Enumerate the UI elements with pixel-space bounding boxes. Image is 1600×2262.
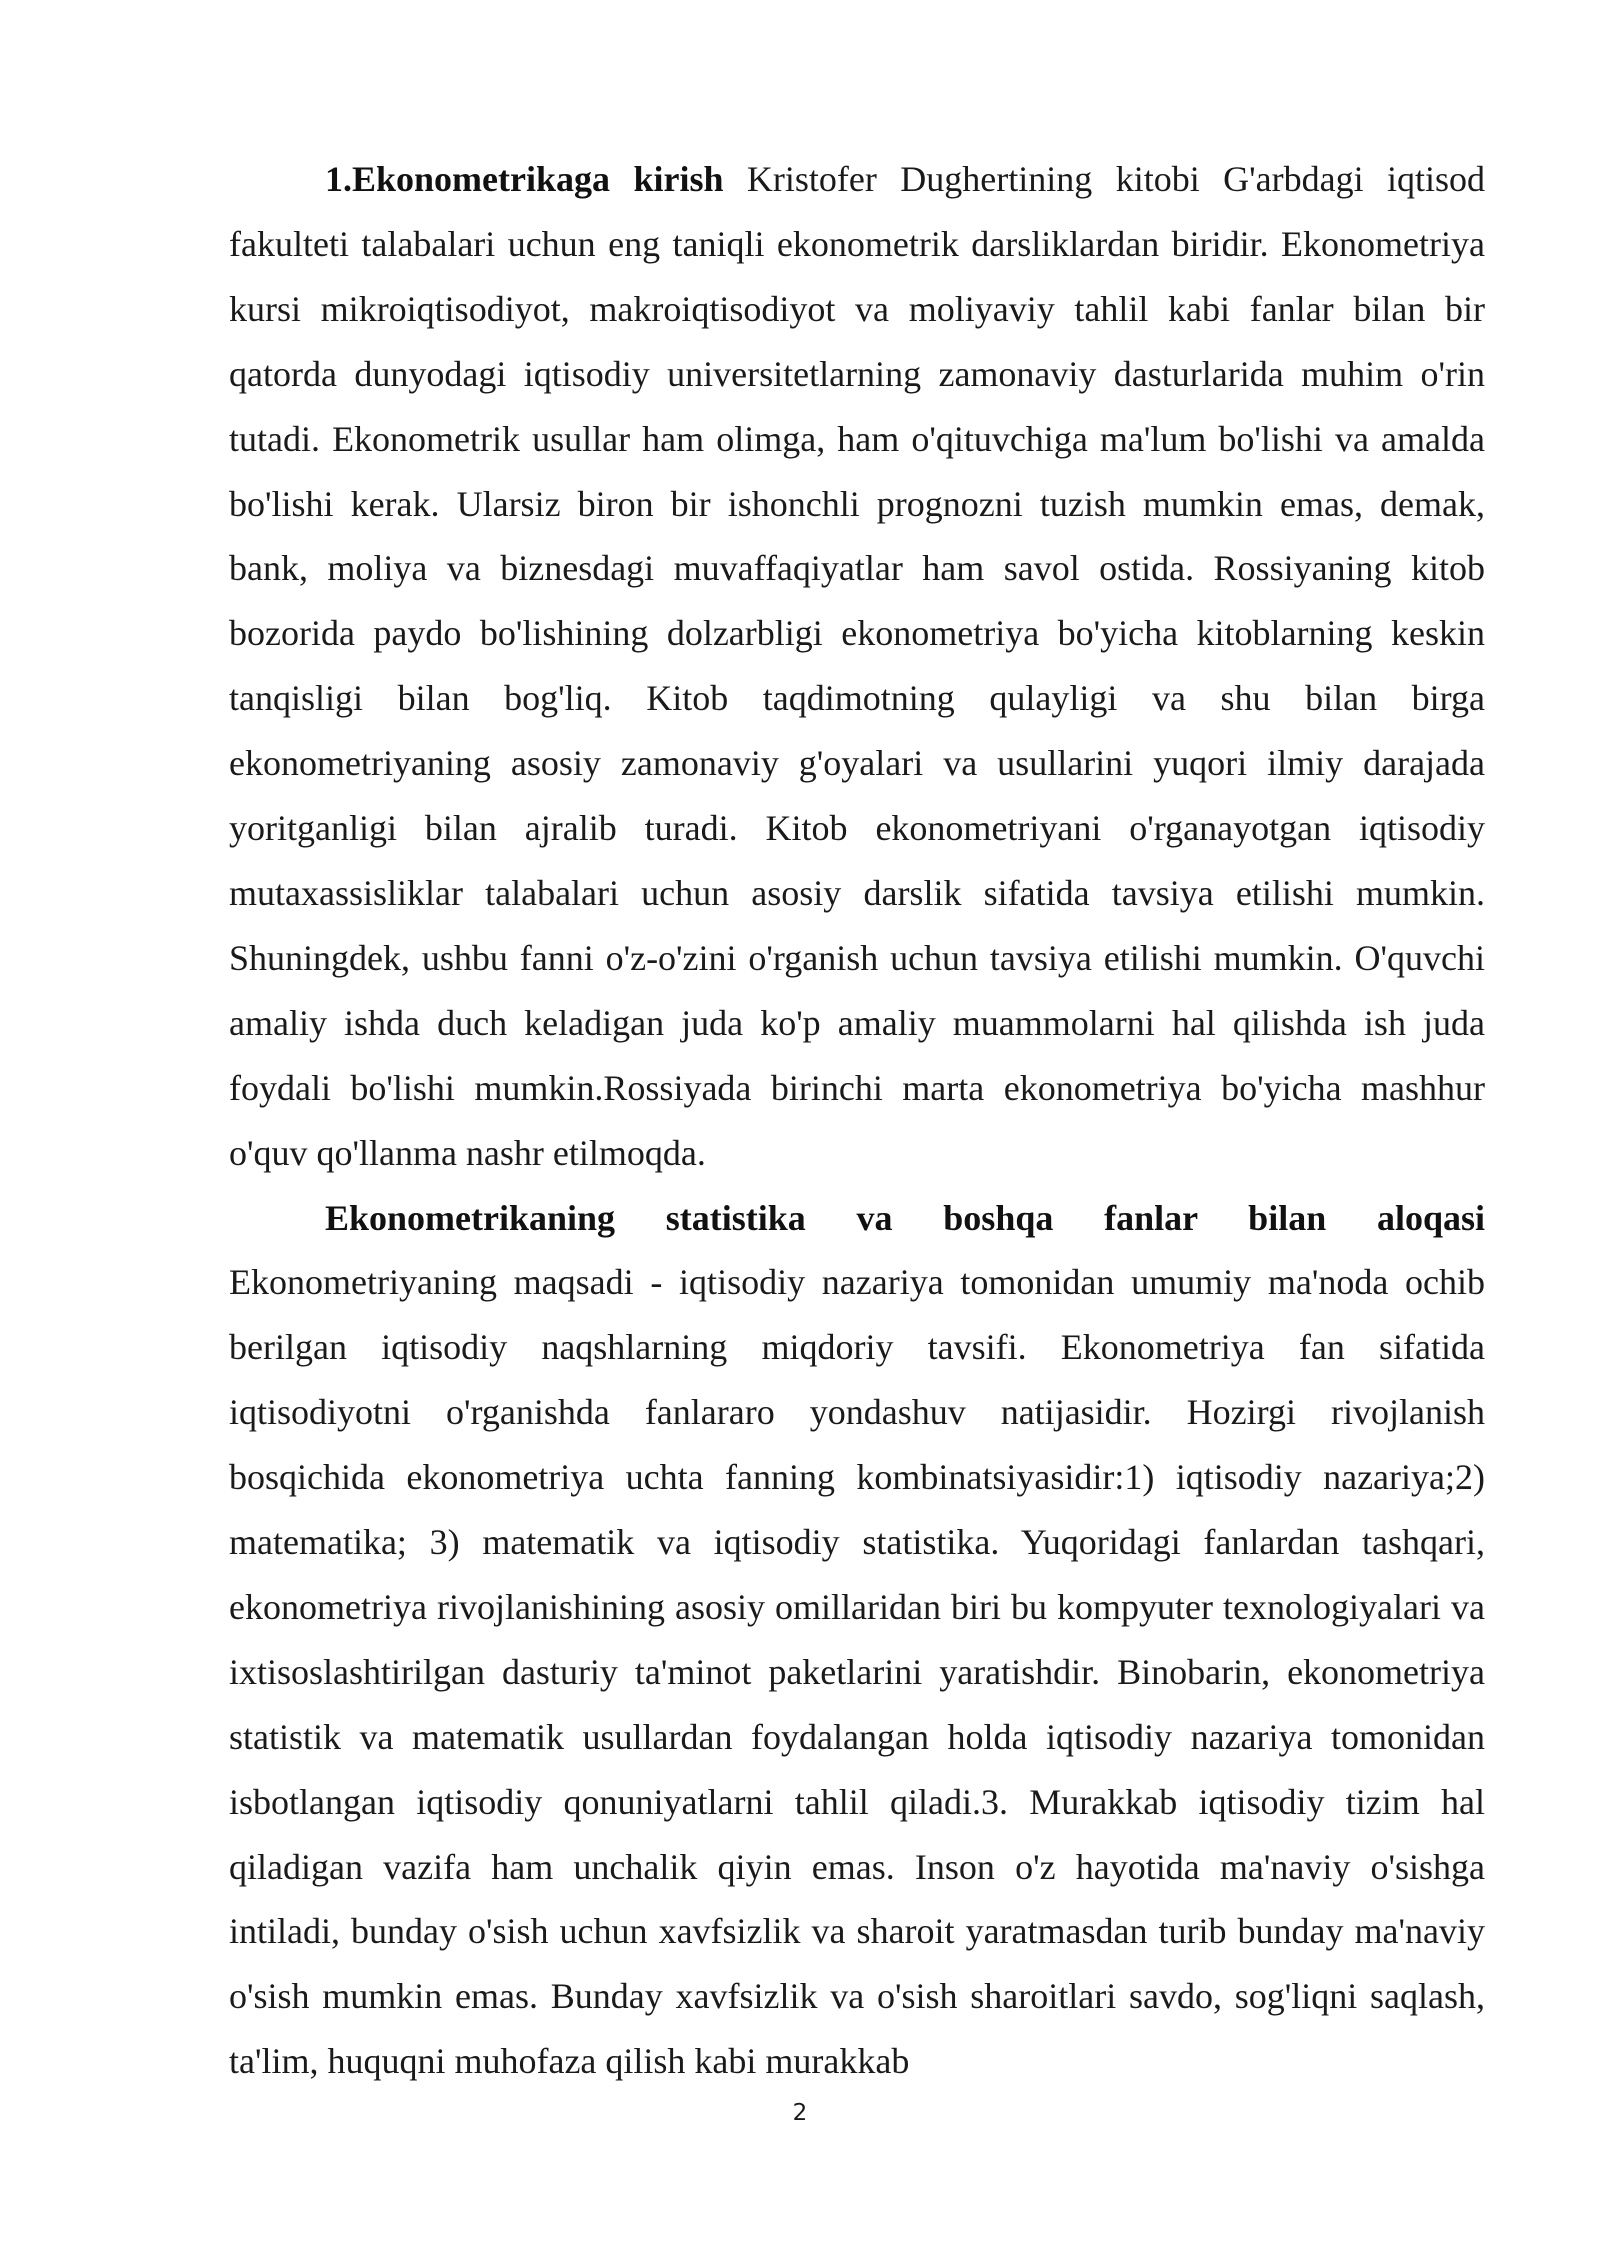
paragraph-relations-text: Ekonometriyaning maqsadi - iqtisodiy nazariya tomonidan umumiy ma'noda ochib berilgan iqtisodiy naqshlarning miqdoriy tavsifi. Ekonometriya fan sifatida iqtisodiyotni o'rganishda fanlararo yondashuv natijasidir. Hozirgi rivojlanish bosqichida ekonometriya uchta fanning kombinatsiyasidir:1) iqtisodiy nazariya;2) matematika; 3) matematik va iqtisodiy statistika. Yuqoridagi fanlardan tashqari, ekonometriya rivojlanishining asosiy omillaridan biri bu kompyuter texnologiyalari va ixtisoslashtirilgan dasturiy ta'minot paketlarini yaratishdir. Binobarin, ekonometriya statistik va matematik usullardan foydalangan holda iqtisodiy nazariya tomonidan isbotlangan iqtisodiy qonuniyatlarni tahlil qiladi.3. Murakkab iqtisodiy tizim hal qiladigan vazifa ham unchalik qiyin emas. Inson o'z hayotida ma'naviy o'sishga intiladi, bunday o'sish uchun xavfsizlik va sharoit yaratmasdan turib bunday ma'naviy o'sish mumkin emas. Bunday xavfsizlik va o'sish sharoitlari savdo, sog'liqni saqlash, ta'lim, huquqni muhofaza qilish kabi murakkab [229,1262,1485,2082]
document-body [229,147,1485,2094]
paragraph-introduction [229,147,1485,1186]
section-heading-relations: Ekonometrikaning statistika va boshqa fanlar bilan aloqasi [325,1197,1485,1238]
paragraph-introduction-text: Kristofer Dughertining kitobi G'arbdagi iqtisod fakulteti talabalari uchun eng taniqli ekonometrik darsliklardan biridir. Ekonometriya kursi mikroiqtisodiyot, makroiqtisodiyot va moliyaviy tahlil kabi fanlar bilan bir qatorda dunyodagi iqtisodiy universitetlarning zamonaviy dasturlarida muhim o'rin tutadi. Ekonometrik usullar ham olimga, ham o'qituvchiga ma'lum bo'lishi va amalda bo'lishi kerak. Ularsiz biron bir ishonchli prognozni tuzish mumkin emas, demak, bank, moliya va biznesdagi muvaffaqiyatlar ham savol ostida. Rossiyaning kitob bozorida paydo bo'lishining dolzarbligi ekonometriya bo'yicha kitoblarning keskin tanqisligi bilan bog'liq. Kitob taqdimotning qulayligi va shu bilan birga ekonometriyaning asosiy zamonaviy g'oyalari va usullarini yuqori ilmiy darajada yoritganligi bilan ajralib turadi. Kitob ekonometriyani o'rganayotgan iqtisodiy mutaxassisliklar talabalari uchun asosiy darslik sifatida tavsiya etilishi mumkin. Shuningdek, ushbu fanni o'z-o'zini o'rganish uchun tavsiya etilishi mumkin. O'quvchi amaliy ishda duch keladigan juda ko'p amaliy muammolarni hal qilishda ish juda foydali bo'lishi mumkin.Rossiyada birinchi marta ekonometriya bo'yicha mashhur o'quv qo'llanma nashr etilmoqda. [229,159,1486,1173]
paragraph-relations [229,1186,1485,2095]
section-heading-introduction: 1.Ekonometrikaga kirish [325,159,724,199]
page-number: 2 [792,2100,808,2126]
